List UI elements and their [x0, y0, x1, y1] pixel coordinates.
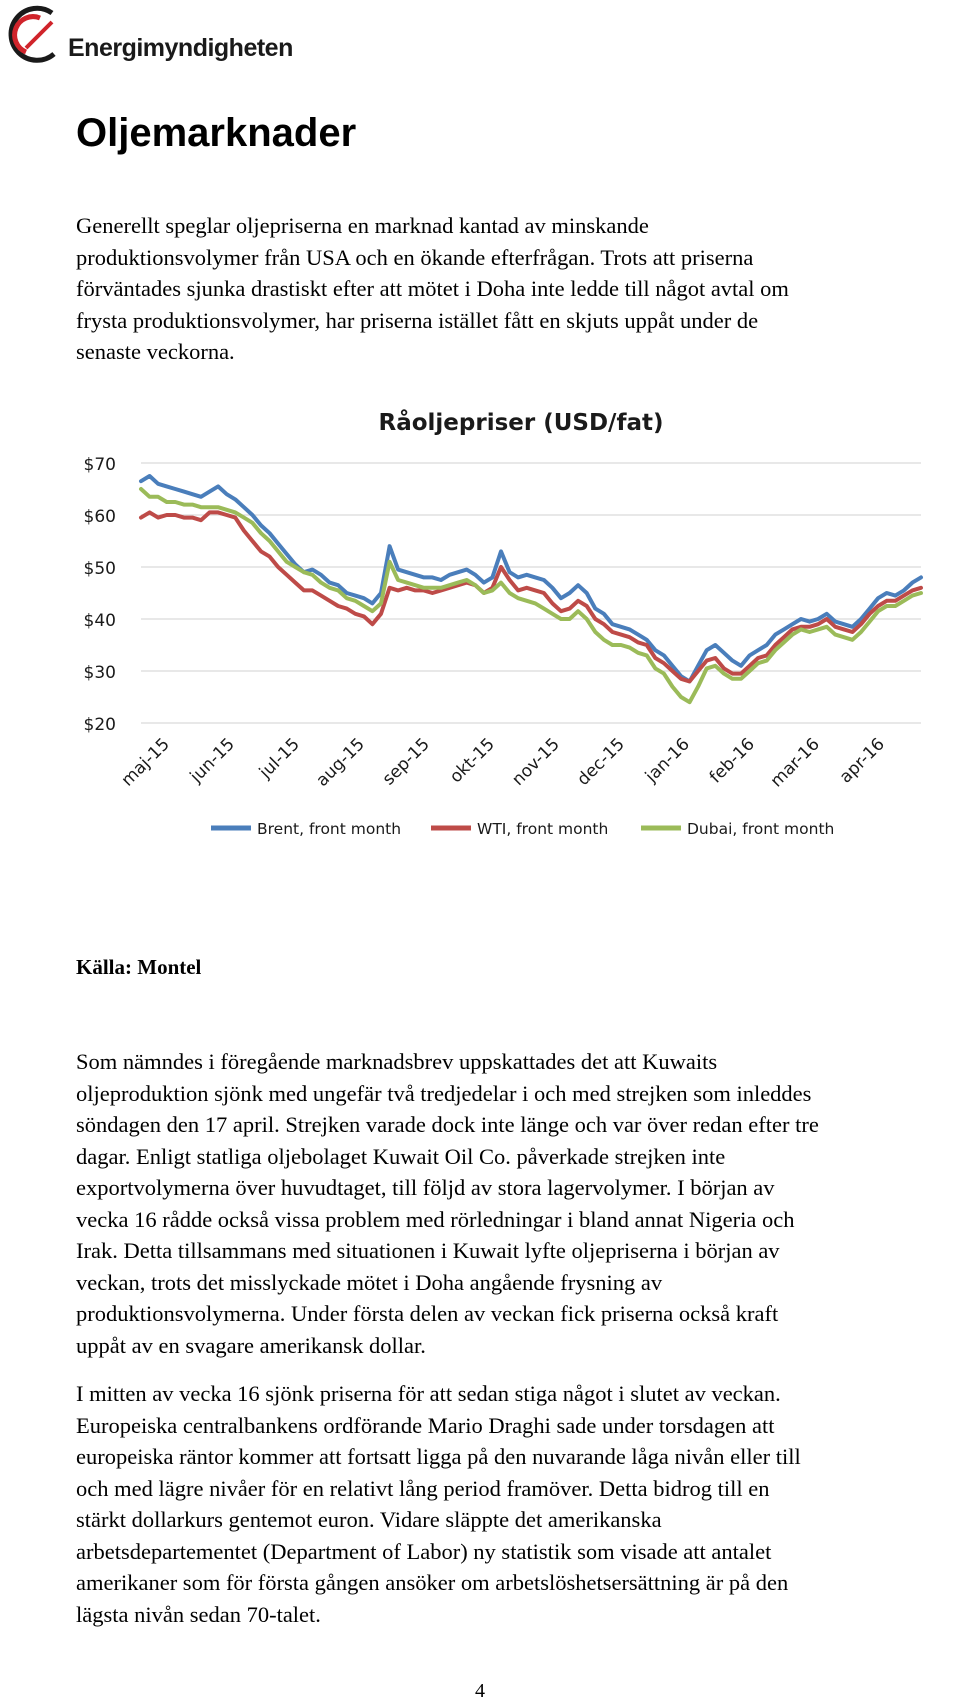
- y-tick-label: $70: [83, 455, 116, 475]
- x-tick-label: apr-16: [835, 734, 889, 788]
- x-tick-label: feb-16: [705, 734, 759, 788]
- x-tick-label: maj-15: [117, 734, 174, 791]
- chart-y-axis: [84, 455, 116, 735]
- chart-legend: [211, 820, 834, 838]
- series-line-wti: [141, 512, 921, 681]
- oil-price-chart: [76, 400, 946, 920]
- x-tick-label: sep-15: [378, 734, 434, 790]
- x-tick-label: jun-15: [186, 734, 239, 787]
- body-paragraph-week16: I mitten av vecka 16 sjönk priserna för att sedan stiga något i slutet av veckan. Europeiska centralbankens ordförande Mario Draghi sade under torsdagen att europeiska räntor kommer att fortsatt ligga på den nuvarande låga nivån eller till och med lägre nivåer för en relativt lång period framöver. Detta bidrog till en stärkt dollarkurs gentemot euron. Vidare släppte det amerikanska arbetsdepartementet (Department of Labor) ny statistik som visade att antalet amerikaner som för första gången ansöker om arbetslöshetsersättning är på den lägsta nivån sedan 70-talet.: [76, 1381, 801, 1627]
- legend-label: Brent, front month: [257, 820, 402, 838]
- page-number: 4: [475, 1680, 485, 1702]
- x-tick-label: jul-15: [255, 734, 304, 783]
- chart-gridlines: [141, 463, 921, 723]
- energimyndigheten-logo-icon: [6, 4, 70, 68]
- y-tick-label: $20: [83, 715, 116, 735]
- intro-paragraph: Generellt speglar oljepriserna en marknad kantad av minskande produktionsvolymer från USA och en ökande efterfrågan. Trots att priserna förväntades sjunka drastiskt efter att mötet i Doha inte ledde till något avtal om frysta produktionsvolymer, har priserna istället fått en skjuts uppåt under de senaste veckorna.: [76, 213, 789, 364]
- chart-source: Källa: Montel: [76, 955, 202, 979]
- page-title: Oljemarknader: [76, 111, 357, 155]
- y-tick-label: $30: [83, 663, 116, 683]
- y-tick-label: $40: [83, 611, 116, 631]
- legend-label: Dubai, front month: [687, 820, 835, 838]
- x-tick-label: jan-16: [641, 734, 694, 787]
- y-tick-label: $50: [83, 559, 116, 579]
- chart-title: Råoljepriser (USD/fat): [378, 410, 664, 436]
- brand-logo: [6, 4, 306, 68]
- y-tick-label: $60: [83, 507, 116, 527]
- chart-x-axis: [118, 734, 889, 791]
- chart-series: [141, 476, 921, 702]
- x-tick-label: okt-15: [445, 734, 499, 788]
- body-paragraph-kuwait: Som nämndes i föregående marknadsbrev uppskattades det att Kuwaits oljeproduktion sjönk med ungefär två tredjedelar i och med strejken som inleddes söndagen den 17 april. Strejken varade dock inte länge och var över redan efter tre dagar. Enligt statliga oljebolaget Kuwait Oil Co. påverkade strejken inte exportvolymerna över huvudtaget, till följd av stora lagervolymer. I början av vecka 16 rådde också vissa problem med rörledningar i bland annat Nigeria och Irak. Detta tillsammans med situationen i Kuwait lyfte oljepriserna i början av veckan, trots det misslyckade mötet i Doha angående frysning av produktionsvolymerna. Under första delen av veckan fick priserna också kraft uppåt av en svagare amerikansk dollar.: [76, 1049, 819, 1358]
- logo-wordmark: Energimyndigheten: [68, 34, 293, 62]
- series-line-brent: [141, 476, 921, 681]
- x-tick-label: nov-15: [508, 734, 564, 790]
- x-tick-label: dec-15: [573, 734, 629, 790]
- x-tick-label: aug-15: [312, 734, 369, 791]
- chart-canvas: [76, 400, 946, 920]
- legend-label: WTI, front month: [477, 820, 609, 838]
- x-tick-label: mar-16: [766, 734, 824, 792]
